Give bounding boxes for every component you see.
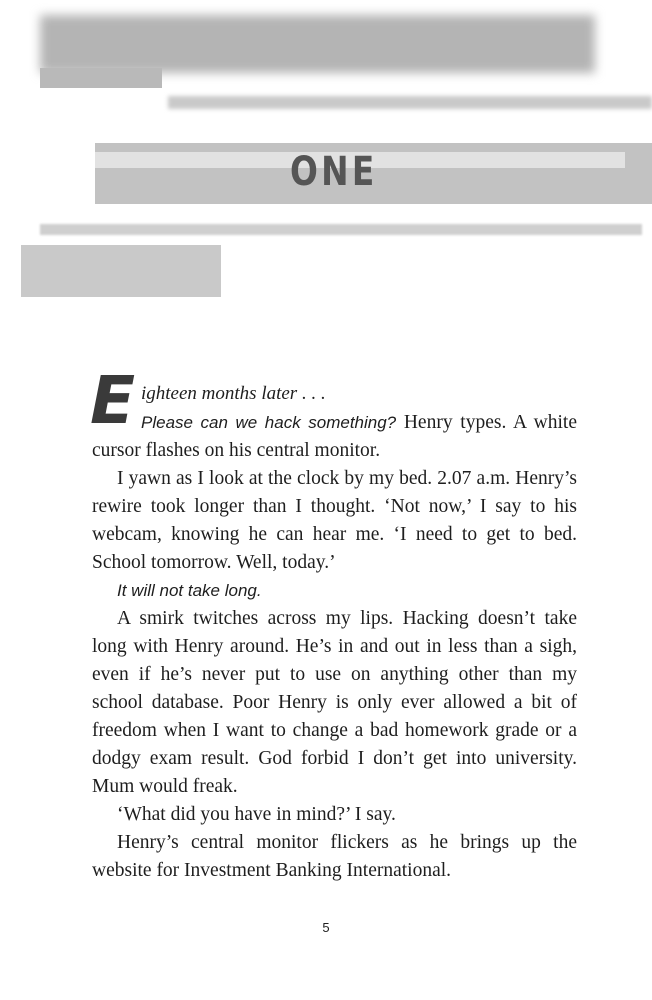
header-graphic-bar: [168, 96, 652, 109]
body-text: [92, 409, 577, 885]
paragraph: [92, 409, 577, 465]
paragraph: [92, 465, 577, 577]
paragraph-text: Henry types. A white cursor flashes on his central monitor.: [92, 412, 577, 461]
drop-cap: E: [90, 362, 136, 439]
paragraph-text: A smirk twitches across my lips. Hacking doesn’t take long with Henry around. He’s in and out in less than a sigh, even if he’s never put to use on anything other than my school database. Poor Henry is only ever allowed a bit of freedom when I want to change a bad homework grade or a dodgy exam result. God forbid I don’t get into university. Mum would freak.: [92, 608, 577, 797]
page-number: 5: [322, 920, 330, 935]
opening-line: ighteen months later . . .: [141, 383, 326, 404]
paragraph: [92, 829, 577, 885]
paragraph-text: Henry’s central monitor flickers as he brings up the website for Investment Banking International.: [92, 832, 577, 881]
chapter-title: ONE: [290, 149, 378, 195]
header-graphic-bar: [40, 15, 595, 73]
paragraph: [92, 605, 577, 801]
henry-message: It will not take long.: [117, 581, 262, 600]
paragraph-text: I yawn as I look at the clock by my bed. 2.07 a.m. Henry’s rewire took longer than I thought. ‘Not now,’ I say to his webcam, knowing he can hear me. ‘I need to get to bed. School tomorrow. Well, today.’: [92, 468, 577, 573]
henry-message: Please can we hack something?: [141, 413, 397, 432]
paragraph: [92, 801, 577, 829]
header-graphic-bar: [40, 68, 162, 88]
paragraph: [92, 577, 577, 605]
header-graphic-bar: [40, 224, 642, 235]
header-graphic-block: [21, 245, 221, 297]
paragraph-text: ‘What did you have in mind?’ I say.: [117, 804, 396, 825]
